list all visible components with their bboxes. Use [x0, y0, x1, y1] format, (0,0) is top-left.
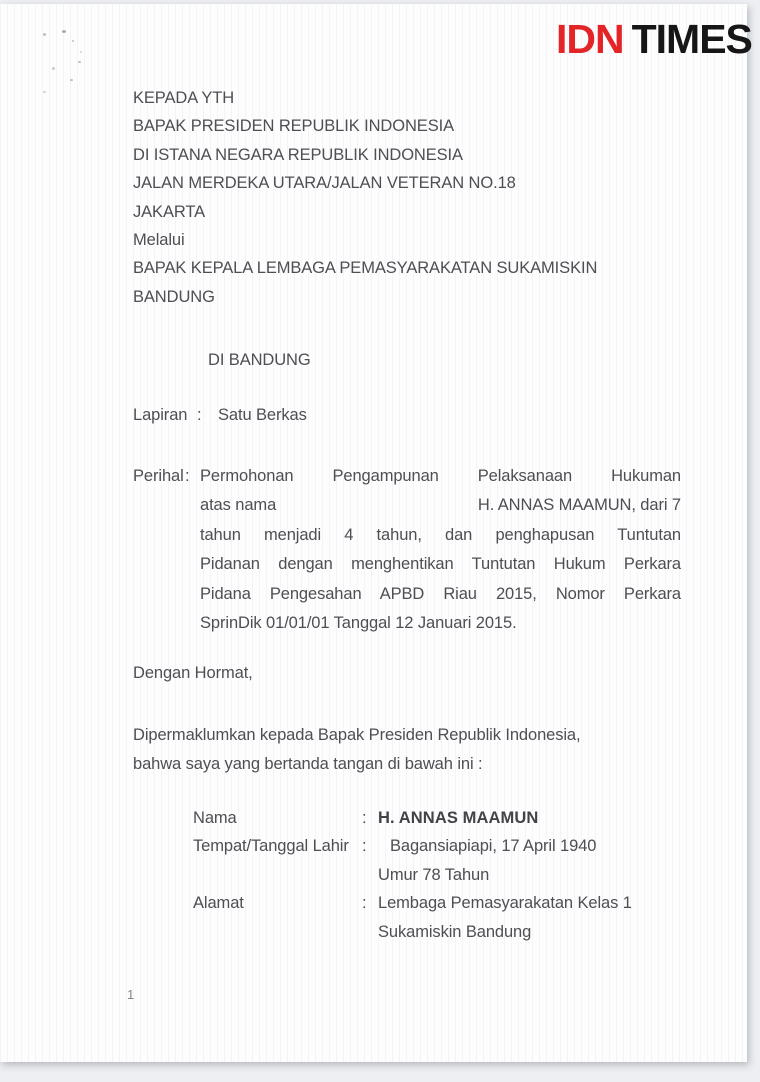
intro-line-1: Dipermaklumkan kepada Bapak Presiden Republik Indonesia, — [133, 726, 581, 744]
detail-label: Alamat — [193, 894, 244, 913]
recipient-line: BANDUNG — [133, 287, 215, 306]
detail-value: Lembaga Pemasyarakatan Kelas 1 — [378, 894, 632, 913]
subject-line-1: Permohonan Pengampunan Pelaksanaan Hukuman — [200, 467, 681, 485]
page-number: 1 — [127, 987, 135, 1002]
recipient-line: BAPAK PRESIDEN REPUBLIK INDONESIA — [133, 117, 454, 136]
detail-colon: : — [362, 837, 367, 856]
salutation: Dengan Hormat, — [133, 664, 253, 682]
recipient-line: BAPAK KEPALA LEMBAGA PEMASYARAKATAN SUKAMISKIN — [133, 259, 598, 278]
attachment-row — [133, 401, 307, 429]
subject-line-2 — [200, 491, 681, 520]
recipient-line: KEPADA YTH — [133, 89, 235, 107]
detail-label: Nama — [193, 809, 237, 827]
detail-value: H. ANNAS MAAMUN — [378, 809, 539, 827]
details-block — [193, 804, 632, 946]
subject-line-3: tahun menjadi 4 tahun, dan penghapusan Tuntutan — [200, 525, 681, 544]
attachment-colon: : — [197, 406, 202, 424]
intro-line-2: bahwa saya yang bertanda tangan di bawah ini : — [133, 755, 483, 773]
subject-line-4: Pidanan dengan menghentikan Tuntutan Hukum Perkara — [200, 555, 681, 574]
detail-value: Sukamiskin Bandung — [378, 922, 532, 941]
brand-idn: IDN — [556, 16, 624, 62]
detail-value: Umur 78 Tahun — [378, 865, 490, 884]
brand-times: TIMES — [631, 16, 752, 62]
recipient-line: Melalui — [133, 231, 185, 250]
detail-value: Bagansiapiapi, 17 April 1940 — [390, 837, 597, 856]
detail-row — [193, 861, 632, 889]
detail-colon: : — [362, 809, 367, 827]
recipient-line: JAKARTA — [133, 202, 206, 221]
recipient-line: JALAN MERDEKA UTARA/JALAN VETERAN NO.18 — [133, 174, 516, 193]
detail-label: Tempat/Tanggal Lahir — [193, 837, 349, 856]
subject-row — [133, 462, 681, 638]
subject-line-6: SprinDik 01/01/01 Tanggal 12 Januari 2015. — [200, 614, 517, 633]
attachment-label: Lapiran — [133, 406, 188, 424]
detail-row — [193, 804, 632, 832]
place-line: DI BANDUNG — [208, 351, 311, 369]
detail-row — [193, 918, 632, 946]
recipient-line: DI ISTANA NEGARA REPUBLIK INDONESIA — [133, 145, 463, 164]
subject-body — [200, 462, 681, 638]
brand-logo — [556, 17, 752, 62]
detail-row — [193, 889, 632, 917]
document-page — [0, 4, 752, 1062]
detail-row — [193, 832, 632, 860]
intro-paragraph — [133, 721, 581, 779]
recipient-block — [133, 84, 597, 311]
subject-line-2-left: atas nama — [200, 496, 277, 515]
subject-line-5: Pidana Pengesahan APBD Riau 2015, Nomor Perkara — [200, 584, 681, 603]
subject-label: Perihal — [133, 467, 184, 485]
attachment-value: Satu Berkas — [218, 406, 307, 424]
subject-line-2-right: H. ANNAS MAAMUN, dari 7 — [477, 496, 681, 515]
subject-colon: : — [185, 467, 190, 485]
detail-colon: : — [362, 894, 367, 913]
